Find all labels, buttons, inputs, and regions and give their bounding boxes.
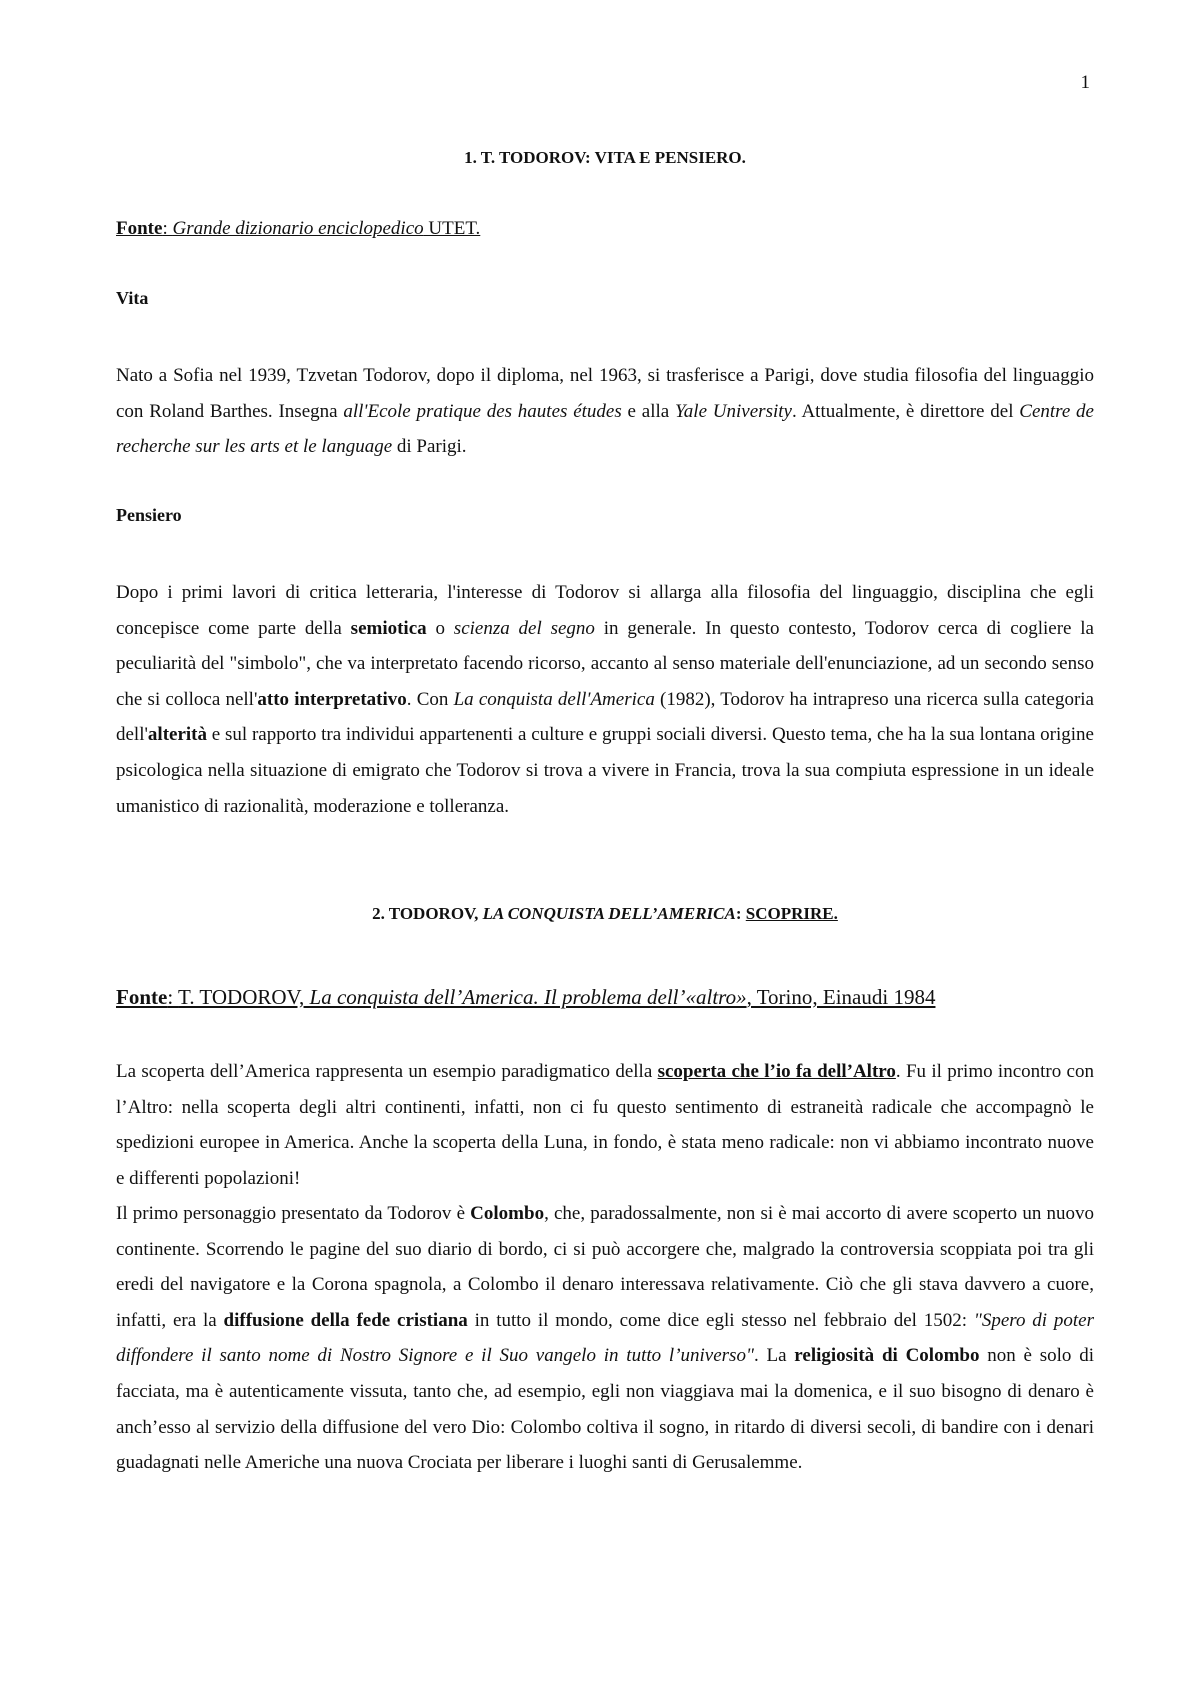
bold-run: diffusione della fede cristiana (223, 1309, 468, 1331)
text-run: . Con (406, 688, 454, 710)
italic-run: Centre de recherche sur les arts et le language (116, 400, 1094, 458)
text-run: Nato a Sofia nel 1939, Tzvetan Todorov, dopo il diploma, nel 1963, si trasferisce a Parigi, dove studia filosofia del linguaggio con Roland Barthes. Insegna (116, 365, 1094, 422)
source-label: Fonte (116, 985, 168, 1009)
italic-run: Yale University (674, 400, 792, 422)
text-run: , che, paradossalmente, non si è mai accorto di avere scoperto un nuovo continente. Scorrendo le pagine del suo diario di bordo, ci si può accorgere che, malgrado la controversia scoppiata poi tra gli eredi del navigatore e la Corona spagnola, a Colombo il denaro interessava relativamente. Ciò che gli stava davvero a cuore, infatti, era la (116, 1203, 1094, 1331)
text-run: e sul rapporto tra individui appartenenti a culture e gruppi sociali diversi. Questo tema, che ha la sua lontana origine psicologica nella situazione di emigrato che Todorov si trova a vivere in Francia, trova la sua compiuta espressione in un ideale umanistico di razionalità, moderazione e tolleranza. (116, 724, 1094, 817)
vita-paragraph (116, 358, 1094, 465)
bold-run: atto interpretativo (257, 688, 407, 710)
italic-run: scienza del segno (453, 617, 595, 639)
section-2-title (116, 904, 1094, 924)
source-publisher: , Torino, Einaudi 1984 (746, 985, 936, 1009)
source-work: Grande dizionario enciclopedico (172, 218, 424, 239)
text-run: e alla (621, 400, 675, 422)
title-run: : (735, 904, 746, 923)
text-run: La scoperta dell’America rappresenta un esempio paradigmatico della (116, 1061, 658, 1082)
source-colon: : (167, 985, 179, 1009)
text-run: Dopo i primi lavori di critica letteraria, l'interesse di Todorov si allarga alla filosofia del linguaggio, disciplina che egli concepisce come parte della (116, 582, 1094, 639)
source-work: La conquista dell’America. Il problema dell’«altro» (309, 985, 747, 1009)
pensiero-heading: Pensiero (116, 505, 182, 525)
scoperta-paragraph (116, 1054, 1094, 1196)
italic-run: all'Ecole pratique des hautes études (343, 400, 622, 422)
title-run: 2. TODOROV, (372, 904, 483, 923)
text-run: o (426, 617, 454, 639)
text-run: in generale. In questo contesto, Todorov cerca di cogliere la peculiarità del "simbolo", che va interpretato facendo ricorso, accanto al senso materiale dell'enunciazione, ad un secondo senso che si colloca nell' (116, 617, 1094, 710)
source-colon: : (162, 218, 173, 239)
bold-run: semiotica (350, 617, 427, 639)
bold-run: alterità (147, 724, 207, 746)
text-run: . Fu il primo incontro con l’Altro: nella scoperta degli altri continenti, infatti, non ci fu questo sentimento di estraneità radicale che accompagnò le spedizioni europee in America. Anche la scoperta della Luna, in fondo, è stata meno radicale: non vi abbiamo incontrato nuove e differenti popolazioni! (116, 1061, 1094, 1189)
text-run: non è solo di facciata, ma è autenticamente vissuta, tanto che, ad esempio, egli non viaggiava mai la domenica, e il suo bisogno di denaro è anch’esso al servizio della diffusione del vero Dio: Colombo coltiva il sogno, in ritardo di diversi secoli, di bandire con i denari guadagnati nelle Americhe una nuova Crociata per liberare i luoghi santi di Gerusalemme. (116, 1345, 1094, 1474)
page-number: 1 (1080, 72, 1090, 93)
text-run: Il primo personaggio presentato da Todorov è (116, 1203, 471, 1224)
text-run: (1982), Todorov ha intrapreso una ricerca sulla categoria dell' (116, 688, 1094, 746)
text-run: . Attualmente, è direttore del (791, 400, 1020, 422)
vita-heading: Vita (116, 288, 149, 308)
colombo-paragraph (116, 1196, 1094, 1481)
section-1-title: 1. T. TODOROV: VITA E PENSIERO. (464, 148, 746, 167)
title-italic-run: LA CONQUISTA DELL’AMERICA (482, 904, 736, 923)
italic-run: "Spero di poter diffondere il santo nome di Nostro Signore e il Suo vangelo in tutto l’universo" (116, 1309, 1094, 1367)
bold-run: religiosità di Colombo (794, 1345, 980, 1367)
text-run: in tutto il mondo, come dice egli stesso nel febbraio del 1502: (467, 1309, 974, 1331)
source-author: T. TODOROV, (178, 985, 310, 1009)
source-publisher: UTET. (423, 218, 481, 239)
italic-run: La conquista dell'America (453, 688, 655, 710)
text-run: di Parigi. (392, 436, 467, 458)
text-run: . La (753, 1345, 795, 1367)
pensiero-paragraph (116, 575, 1094, 824)
source-label: Fonte (116, 218, 163, 239)
section-1-source (116, 218, 480, 240)
bold-underlined-run: scoperta che l’io fa dell’Altro (657, 1061, 896, 1082)
title-underlined-run: SCOPRIRE. (745, 904, 838, 923)
section-2-source (116, 985, 935, 1010)
bold-run: Colombo (470, 1203, 545, 1224)
